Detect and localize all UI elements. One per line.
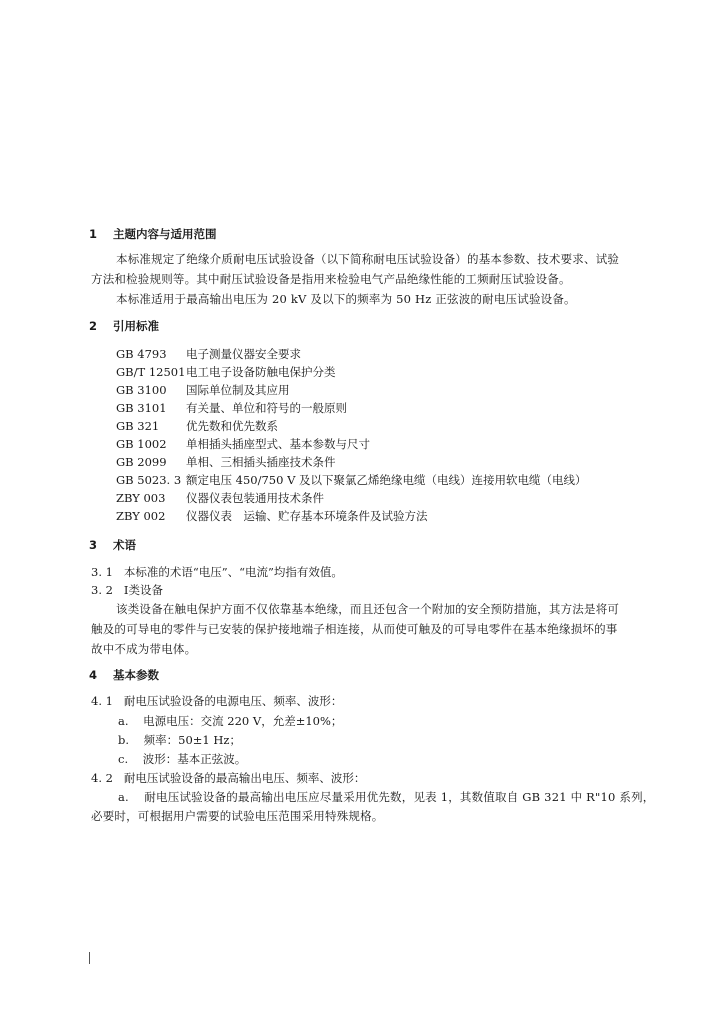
clause-number: 4. 1	[91, 694, 113, 708]
reference-code: GB 2099	[116, 455, 167, 469]
clause-text: Ⅰ类设备	[123, 583, 163, 597]
paragraph-line: 触及的可导电的零件与已安装的保护接地端子相连接，从而使可触及的可导电零件在基本绝缘损坏的事	[91, 622, 618, 636]
reference-code: GB 4793	[116, 347, 167, 361]
section-title: 引用标准	[113, 319, 160, 333]
section-title: 主题内容与适用范围	[113, 227, 217, 241]
clause-3-1	[91, 563, 343, 581]
reference-title: 仪器仪表包装通用技术条件	[186, 491, 324, 505]
clause-number: 3. 1	[91, 565, 113, 579]
clause-text: 本标准的术语“电压”、“电流”均指有效值。	[123, 565, 343, 579]
paragraph-line: 必要时，可根据用户需要的试验电压范围采用特殊规格。	[91, 809, 384, 823]
clause-number: 3. 2	[91, 583, 113, 597]
list-item	[118, 731, 241, 749]
clause-3-2	[91, 581, 163, 599]
margin-mark	[89, 952, 90, 964]
paragraph-line: 该类设备在触电保护方面不仅依靠基本绝缘，而且还包含一个附加的安全预防措施，其方法是将可	[116, 602, 620, 616]
section-number: 4	[89, 668, 98, 682]
reference-code: ZBY 003	[116, 491, 166, 505]
reference-code: GB 3101	[116, 401, 167, 415]
reference-title: 电工电子设备防触电保护分类	[186, 365, 336, 379]
list-label: c.	[118, 752, 129, 766]
reference-code: GB 5023. 3	[116, 473, 182, 487]
reference-title: 有关量、单位和符号的一般原则	[186, 401, 347, 415]
section-number: 2	[89, 319, 98, 333]
reference-code: GB 1002	[116, 437, 167, 451]
reference-code: GB/T 12501	[116, 365, 186, 379]
reference-title: 单相插头插座型式、基本参数与尺寸	[186, 437, 370, 451]
reference-code: GB 321	[116, 419, 160, 433]
list-label: b.	[118, 733, 130, 747]
reference-title: 仪器仪表 运输、贮存基本环境条件及试验方法	[186, 509, 428, 523]
list-text: 电源电压：交流 220 V，允差±10%；	[143, 714, 343, 728]
paragraph-line: 本标准适用于最高输出电压为 20 kV 及以下的频率为 50 Hz 正弦波的耐电压试验设备。	[116, 292, 576, 306]
list-text: 耐电压试验设备的最高输出电压应尽量采用优先数，见表 1，其数值取自 GB 321 中 R"10 系列，	[144, 790, 655, 804]
clause-4-2	[91, 769, 365, 787]
reference-title: 优先数和优先数系	[186, 419, 278, 433]
clause-text: 耐电压试验设备的最高输出电压、频率、波形：	[123, 771, 366, 785]
section-4-heading	[89, 666, 159, 684]
paragraph-line: 本标准规定了绝缘介质耐电压试验设备（以下简称耐电压试验设备）的基本参数、技术要求、试验	[116, 252, 620, 266]
list-label: a.	[118, 714, 129, 728]
reference-title: 额定电压 450/750 V 及以下聚氯乙烯绝缘电缆（电线）连接用软电缆（电线）	[186, 473, 587, 487]
clause-number: 4. 2	[91, 771, 113, 785]
paragraph-line: 故中不成为带电体。	[91, 642, 197, 656]
section-1-heading	[89, 225, 217, 243]
list-label: a.	[118, 790, 129, 804]
section-title: 术语	[113, 538, 137, 552]
section-number: 3	[89, 538, 98, 552]
section-3-heading	[89, 536, 136, 554]
list-item	[118, 750, 246, 768]
reference-code: ZBY 002	[116, 509, 166, 523]
section-number: 1	[89, 227, 98, 241]
paragraph-line	[118, 788, 654, 806]
reference-title: 单相、三相插头插座技术条件	[186, 455, 336, 469]
clause-4-1	[91, 692, 342, 710]
reference-code: GB 3100	[116, 383, 167, 397]
list-text: 波形：基本正弦波。	[142, 752, 247, 766]
section-title: 基本参数	[113, 668, 160, 682]
reference-title: 电子测量仪器安全要求	[186, 347, 301, 361]
section-2-heading	[89, 317, 159, 335]
list-item	[118, 712, 342, 730]
paragraph-line: 方法和检验规则等。其中耐压试验设备是指用来检验电气产品绝缘性能的工频耐压试验设备。	[91, 272, 571, 286]
list-text: 频率：50±1 Hz；	[143, 733, 241, 747]
reference-title: 国际单位制及其应用	[186, 383, 290, 397]
clause-text: 耐电压试验设备的电源电压、频率、波形：	[123, 694, 343, 708]
